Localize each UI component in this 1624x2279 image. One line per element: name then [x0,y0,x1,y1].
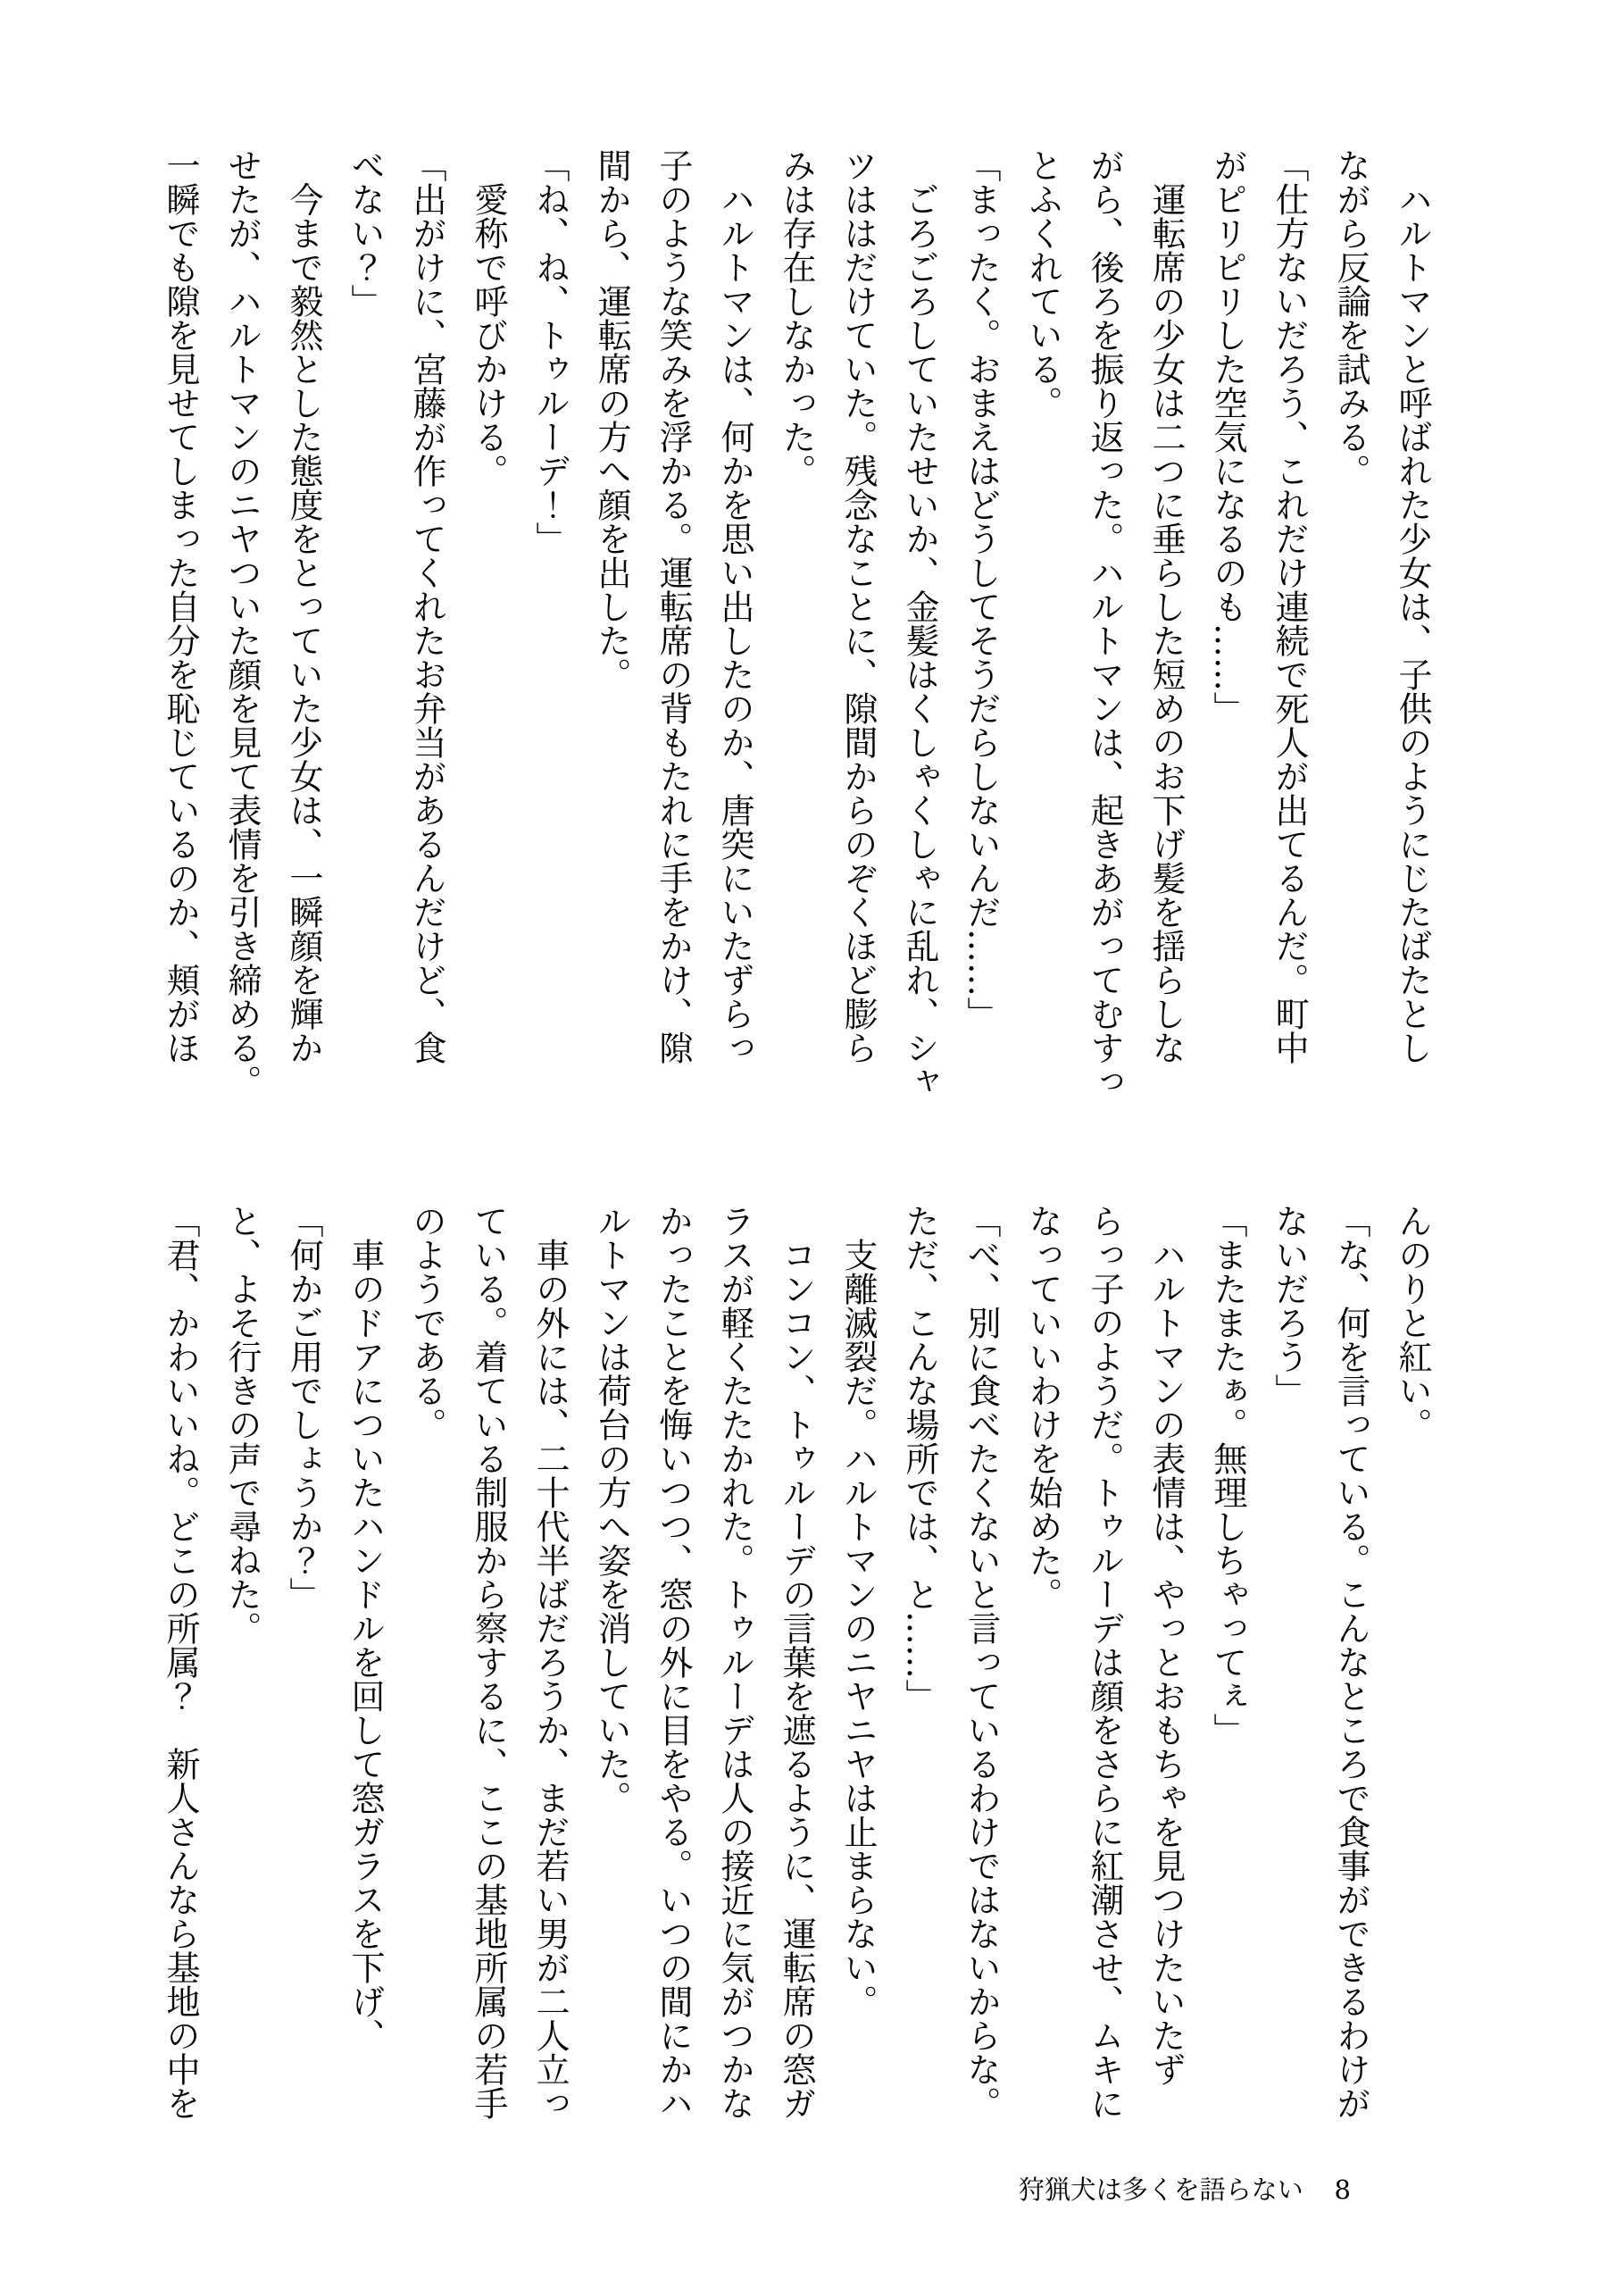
text-line: ごろごろしていたせいか、金髪はくしゃくしゃに乱れ、シャ [900,148,939,1098]
text-line: ている。着ている制服から察するに、ここの基地所属の若手 [469,1204,508,2120]
text-line: とふくれている。 [1023,148,1062,420]
text-line: みは存在しなかった。 [777,148,816,488]
text-line: 「な、何を言っている。こんなところで食事ができるわけが [1331,1204,1370,2120]
text-line: 子のような笑みを浮かる。運転席の背もたれに手をかけ、隙 [654,148,693,1064]
text-line: ツははだけていた。残念なことに、隙間からのぞくほど膨ら [838,148,878,1064]
text-line: かったことを悔いつつ、窓の外に目をやる。いつの間にかハ [654,1204,693,2120]
text-line: のようである。 [407,1204,446,1441]
text-line: コンコン、トゥルーデの言葉を遮るように、運転席の窓ガ [777,1204,816,2120]
text-line: ただ、こんな場所では、と……」 [900,1204,939,1713]
text-line: ハルトマンは、何かを思い出したのか、唐突にいたずらっ [715,148,754,1064]
text-line: ハルトマンと呼ばれた少女は、子供のようにじたばたとし [1393,148,1432,1064]
text-line: 「仕方ないだろう、これだけ連続で死人が出てるんだ。町中 [1270,148,1309,1064]
page-footer [1019,2177,1351,2203]
text-line: せたが、ハルトマンのニヤついた顔を見て表情を引き締める。 [222,148,262,1098]
text-line: 「またまたぁ。無理しちゃってぇ」 [1208,1204,1247,1747]
text-line: ルトマンは荷台の方へ姿を消していた。 [592,1204,631,1815]
text-line: 一瞬でも隙を見せてしまった自分を恥じているのか、頬がほ [161,148,200,1064]
top-text-block [148,148,1443,1157]
text-line: 「何かご用でしょうか？」 [284,1204,323,1611]
text-line: 車のドアについたハンドルを回して窓ガラスを下げ、 [346,1204,385,2052]
text-line: ながら反論を試みる。 [1331,148,1370,488]
text-line: なっていいわけを始めた。 [1023,1204,1062,1611]
text-line: と、よそ行きの声で尋ねた。 [222,1204,262,1645]
text-line: 間から、運転席の方へ顔を出した。 [592,148,631,691]
text-line: ないだろう」 [1270,1204,1309,1407]
text-line: 車の外には、二十代半ばだろうか、まだ若い男が二人立っ [530,1204,570,2120]
text-line: ラスが軽くたたかれた。トゥルーデは人の接近に気がつかな [715,1204,754,2120]
running-title: 狩猟犬は多くを語らない [1018,2175,1303,2205]
text-line: 今まで毅然とした態度をとっていた少女は、一瞬顔を輝か [284,148,323,1064]
text-line: 「君、かわいいね。どこの所属？ 新人さんなら基地の中を [161,1204,200,2120]
text-line: 「べ、別に食べたくないと言っているわけではないからな。 [962,1204,1001,2120]
text-line: 支離滅裂だ。ハルトマンのニヤニヤは止まらない。 [838,1204,878,2018]
text-line: ハルトマンの表情は、やっとおもちゃを見つけたいたず [1146,1204,1186,2086]
bottom-text-block [148,1204,1443,2213]
text-line: 愛称で呼びかける。 [469,148,508,488]
text-line: らっ子のようだ。トゥルーデは顔をさらに紅潮させ、ムキに [1085,1204,1124,2120]
text-line: べない？」 [346,148,385,318]
text-line: 「出がけに、宮藤が作ってくれたお弁当があるんだけど、食 [407,148,446,1064]
text-line: 「まったく。おまえはどうしてそうだらしないんだ……」 [962,148,1001,1031]
text-line: んのりと紅い。 [1393,1204,1432,1441]
text-line: 「ね、ね、トゥルーデ！」 [530,148,570,555]
text-line: がピリピリした空気になるのも……」 [1208,148,1247,725]
page-number: 8 [1334,2175,1351,2205]
text-line: 運転席の少女は二つに垂らした短めのお下げ髪を揺らしな [1146,148,1186,1064]
text-line: がら、後ろを振り返った。ハルトマンは、起きあがってむすっ [1085,148,1124,1098]
